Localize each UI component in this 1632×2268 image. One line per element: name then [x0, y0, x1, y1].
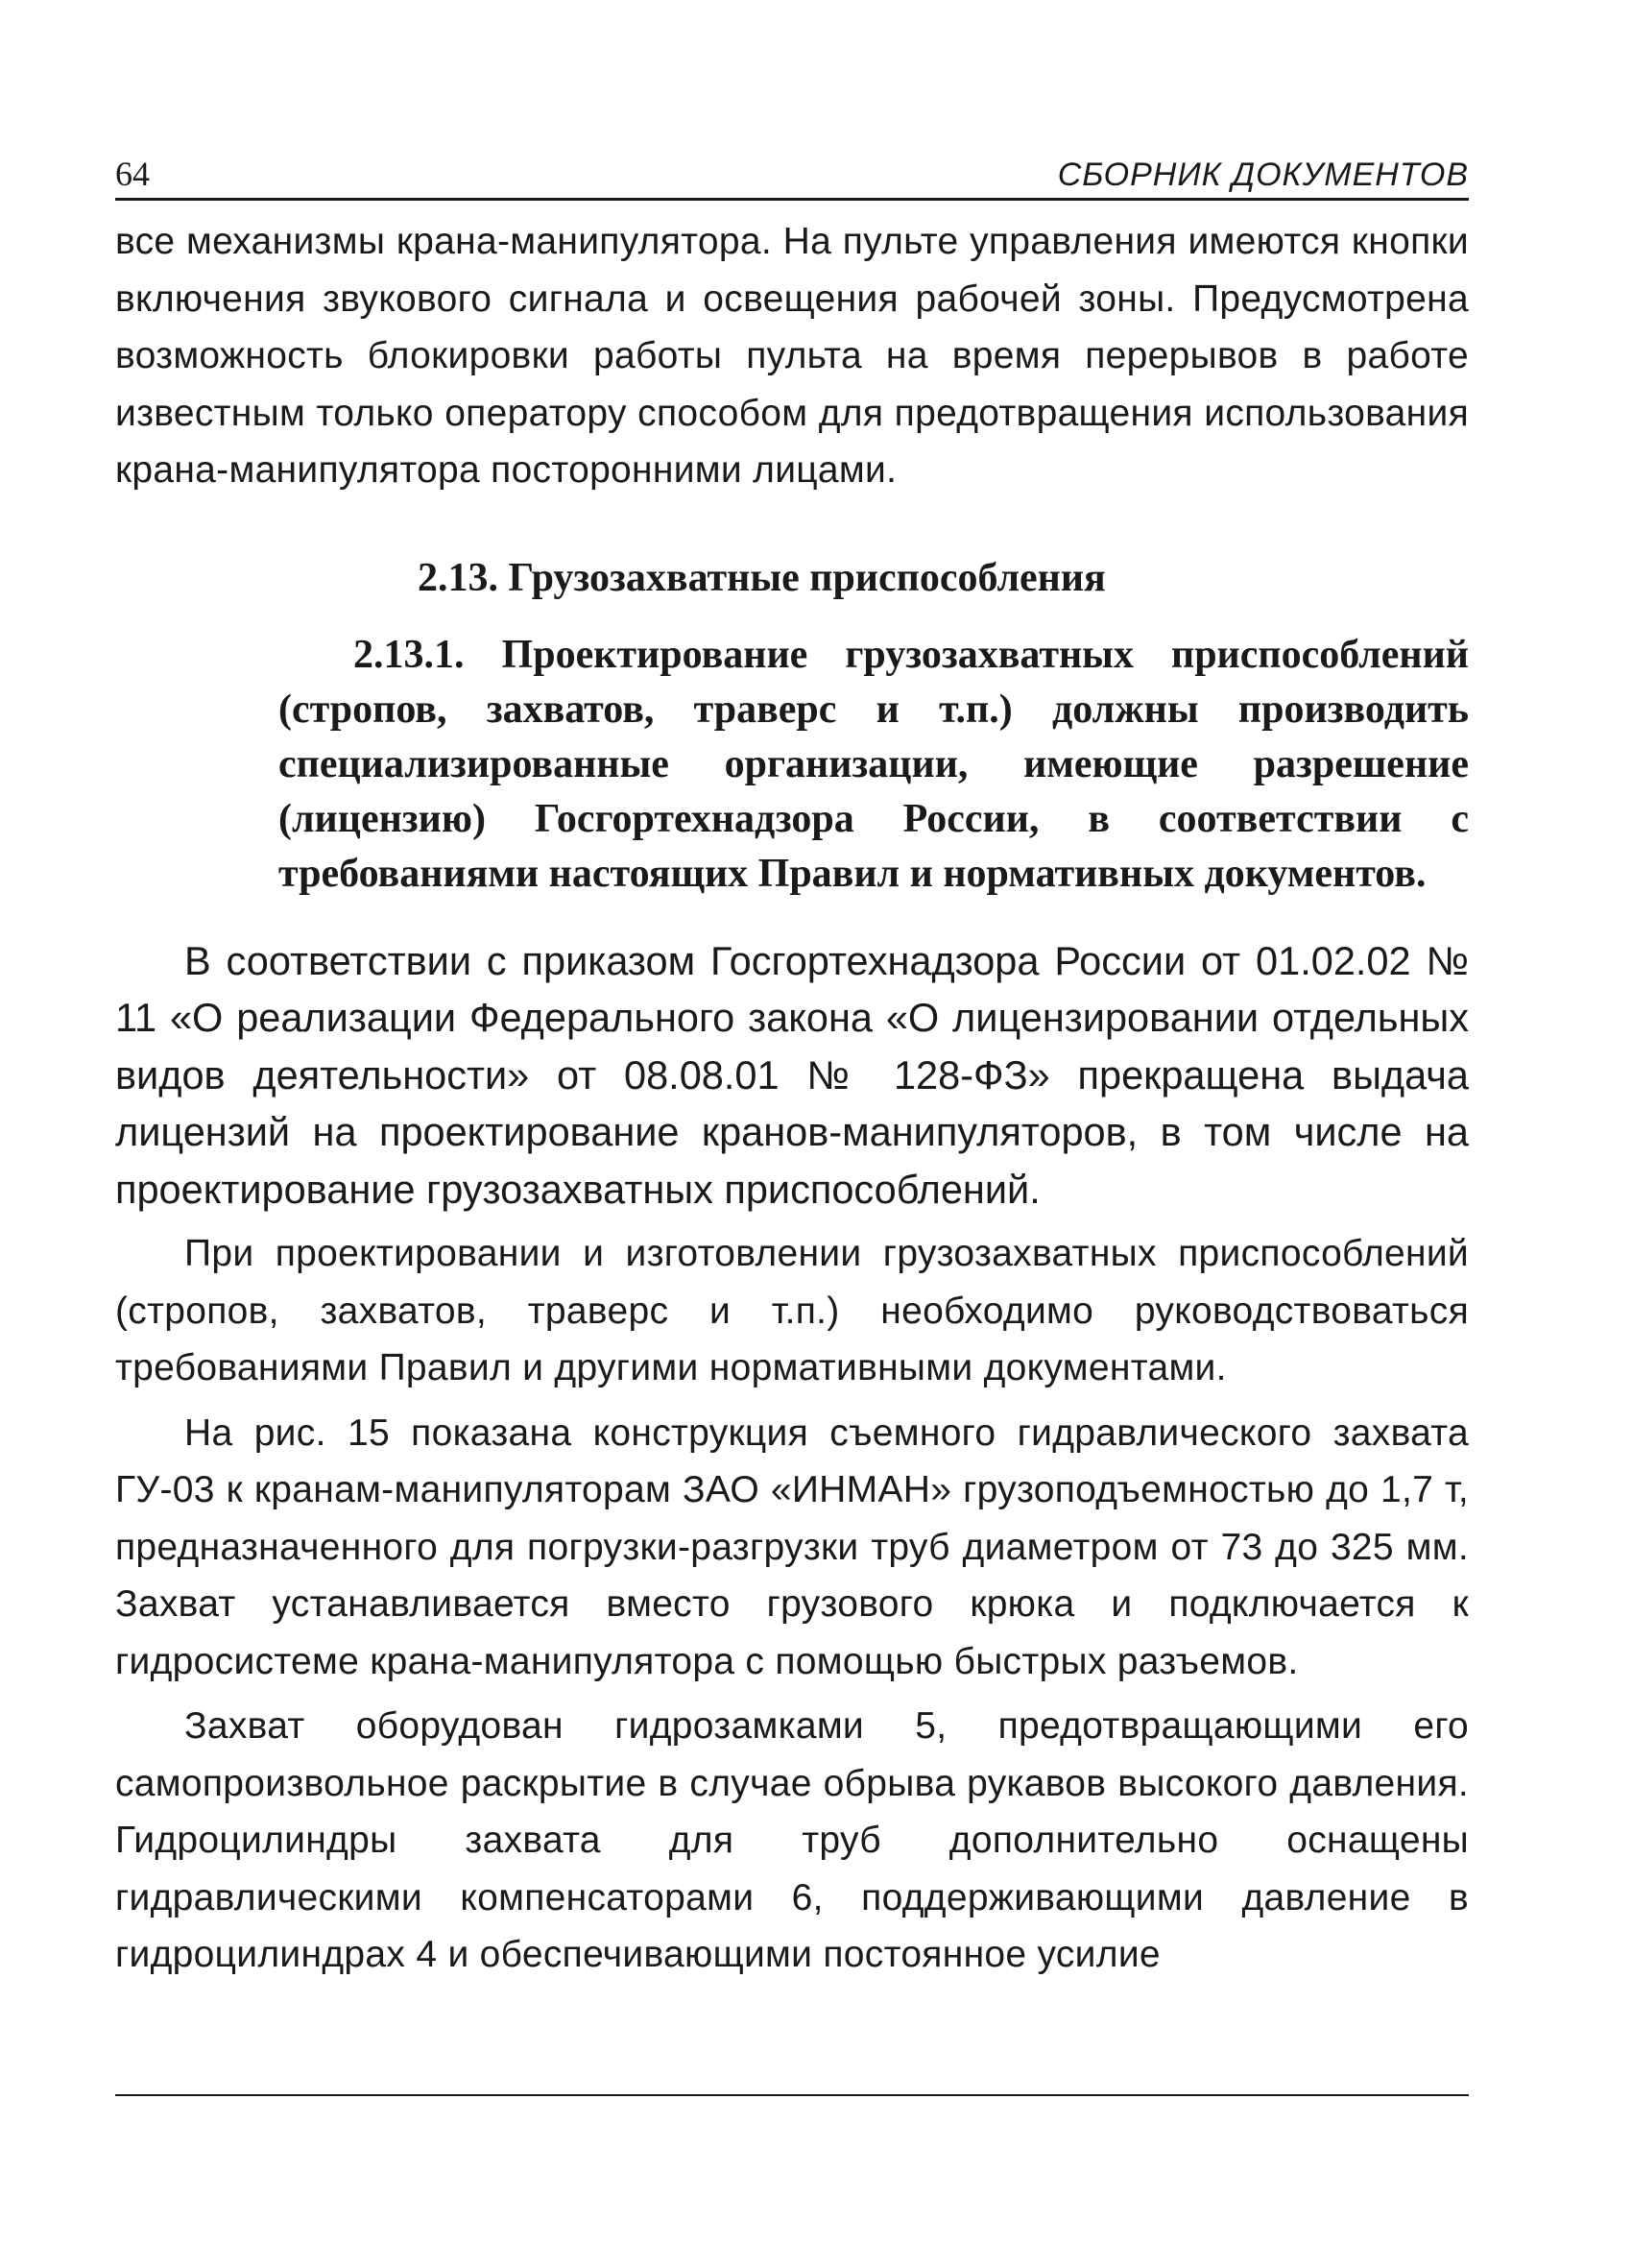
footer-divider: [115, 2094, 1469, 2096]
page-number: 64: [115, 155, 150, 193]
body-paragraph-2: При проектировании и изготовлении грузозахватных приспособлений (стропов, захватов, траверс и т.п.) необходимо руководствоваться требованиями Правил и другими нормативными документами.: [115, 1233, 1469, 1388]
body-paragraph-1: В соответствии с приказом Госгортехнадзора России от 01.02.02 № 11 «О реализации Федерального закона «О лицензировании отдельных видов деятельности» от 08.08.01 № 128-ФЗ» прекращена выдача лицензий на проектирование кранов-манипуляторов, в том числе на проектирование грузозахватных приспособлений.: [115, 937, 1469, 1212]
intro-paragraph: все механизмы крана-манипулятора. На пульте управления имеются кнопки включения звукового сигнала и освещения рабочей зоны. Предусмотрена возможность блокировки работы пульта на время перерывов в работе известным только оператору способом для предотвращения использования крана-манипулятора посторонними лицами.: [115, 221, 1469, 491]
subsection-text: 2.13.1. Проектирование грузозахватных приспособлений (стропов, захватов, траверс и т.п.) должны производить специализированные организации, имеющие разрешение (лицензию) Госгортехнадзора России, в соответствии с требованиями настоящих Правил и нормативных документов.: [278, 632, 1469, 896]
running-title: СБОРНИК ДОКУМЕНТОВ: [1057, 157, 1469, 193]
body-paragraph-4: Захват оборудован гидрозамками 5, предотвращающими его самопроизвольное раскрытие в случае обрыва рукавов высокого давления. Гидроцилиндры захвата для труб дополнительно оснащены гидравлическими компенсаторами 6, поддерживающими давление в гидроцилиндрах 4 и обеспечивающими постоянное усилие: [115, 1705, 1469, 1975]
page-content: [115, 213, 1469, 1984]
page-header: [115, 144, 1469, 201]
section-title: 2.13. Грузозахватные приспособления: [418, 555, 1106, 600]
body-paragraph-3: На рис. 15 показана конструкция съемного гидравлического захвата ГУ-03 к кранам-манипуляторам ЗАО «ИНМАН» грузоподъемностью до 1,7 т, предназначенного для погрузки-разгрузки труб диаметром от 73 до 325 мм. Захват устанавливается вместо грузового крюка и подключается к гидросистеме крана-манипулятора с помощью быстрых разъемов.: [115, 1411, 1469, 1682]
